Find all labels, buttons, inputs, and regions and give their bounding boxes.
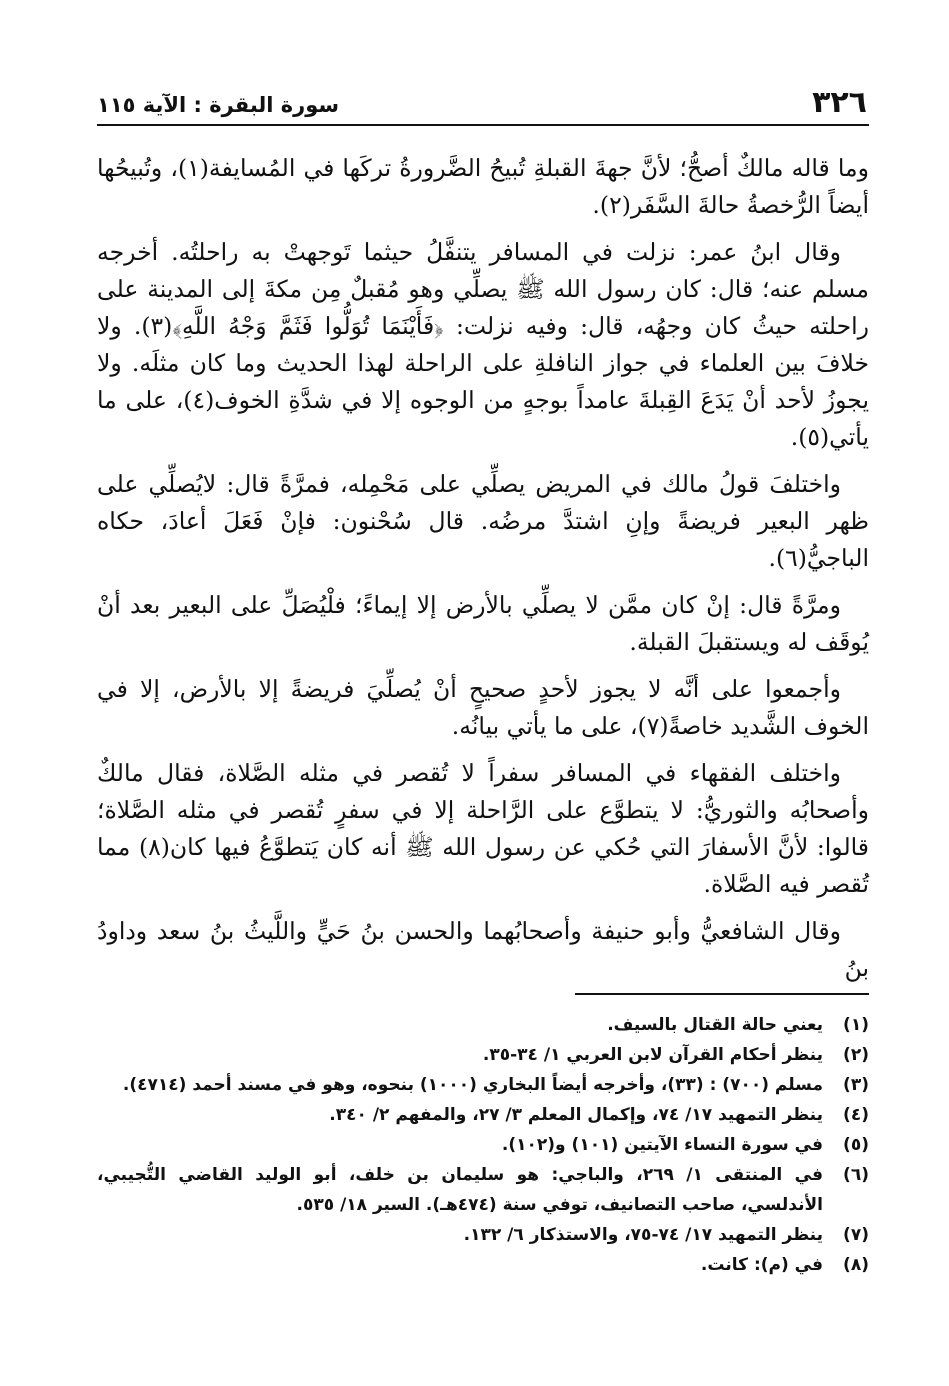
footnote-number: (٤) [843,1105,869,1125]
paragraph: واختلفَ قولُ مالك في المريض يصلِّي على مَحْمِله، فمرَّةً قال: لايُصلِّي على ظهر البعير فريضةً وإنِ اشتدَّ مرضُه. قال سُحْنون: فإنْ فَعَلَ أعادَ، حكاه الباجيُّ(٦). [97,470,869,572]
paragraph: وما قاله مالكٌ أصحُّ؛ لأنَّ جهةَ القبلةِ تُبيحُ الضَّرورةُ تركَها في المُسايفة(١)، وتُبيحُها أيضاً الرُّخصةُ حالةَ السَّفَر(٢). [97,154,869,219]
footnote-number: (٣) [843,1075,869,1095]
page-number: ٣٢٦ [812,85,867,120]
footnote-text: في المنتقى ١/ ٢٦٩، والباجي: هو سليمان بن خلف، أبو الوليد القاضي التُّجيبي، الأندلسي، صاحب التصانيف، توفي سنة (٤٧٤هـ). السير ١٨/ ٥٣٥. [97,1165,823,1215]
body-text [97,150,869,997]
footnote-text: يعني حالة القتال بالسيف. [607,1015,823,1035]
footnote-text: في سورة النساء الآيتين (١٠١) و(١٠٢). [501,1135,823,1155]
footnotes [97,1010,869,1280]
footnote [97,1160,869,1220]
footnote-number: (١) [843,1015,869,1035]
paragraph: واختلف الفقهاء في المسافر سفراً لا تُقصر في مثله الصَّلاة، فقال مالكٌ وأصحابُه والثوريُّ: لا يتطوَّع على الرَّاحلة إلا في سفرٍ تُقصر في مثله الصَّلاة؛ قالوا: لأنَّ الأسفارَ التي حُكي عن رسول الله ﷺ أنه كان يَتطوَّعُ فيها كان(٨) مما تُقصر فيه الصَّلاة. [97,759,869,898]
footnote-number: (٧) [843,1225,869,1245]
footnote-text: ينظر أحكام القرآن لابن العربي ١/ ٣٤-٣٥. [482,1045,823,1065]
footnote [97,1010,869,1040]
footnote-text: ينظر التمهيد ١٧/ ٧٤، وإكمال المعلم ٣/ ٢٧، والمفهم ٢/ ٣٤٠. [329,1105,823,1125]
header-rule [97,124,869,126]
footnote [97,1130,869,1160]
footnote-number: (٦) [843,1165,869,1185]
paragraph: وقال ابنُ عمر: نزلت في المسافر يتنفَّلُ حيثما تَوجهتْ به راحلتُه. أخرجه مسلم عنه؛ قال: كان رسول الله ﷺ يصلِّي وهو مُقبلٌ مِن مكةَ إلى المدينة على راحلته حيثُ كان وجهُه، قال: وفيه نزلت: ﴿فَأَيْنَمَا تُوَلُّوا فَثَمَّ وَجْهُ اللَّهِ﴾(٣). ولا خلافَ بين العلماء في جواز النافلةِ على الراحلة لهذا الحديث وما كان مثلَه. ولا يجوزُ لأحد أنْ يَدَعَ القِبلةَ عامداً بوجهٍ من الوجوه إلا في شدَّةِ الخوف(٤)، على ما يأتي(٥). [97,238,869,451]
footnote [97,1040,869,1070]
paragraph: ومرَّةً قال: إنْ كان ممَّن لا يصلِّي بالأرض إلا إيماءً؛ فلْيُصَلِّ على البعير بعد أنْ يُوقَف له ويستقبلَ القبلة. [97,591,869,656]
footnote-text: مسلم (٧٠٠) : (٣٣)، وأخرجه أيضاً البخاري (١٠٠٠) بنحوه، وهو في مسند أحمد (٤٧١٤). [122,1075,823,1095]
footnote [97,1250,869,1280]
footnote-rule [575,993,869,995]
footnote [97,1070,869,1100]
page-header [97,82,867,122]
footnote [97,1220,869,1250]
footnote-number: (٨) [843,1255,869,1275]
running-title: سورة البقرة : الآية ١١٥ [97,93,340,117]
footnote-text: في (م): كانت. [700,1255,823,1275]
paragraph: وقال الشافعيُّ وأبو حنيفة وأصحابُهما والحسن بنُ حَيٍّ واللَّيثُ بنُ سعد وداودُ بنُ [97,917,869,982]
footnote [97,1100,869,1130]
footnote-number: (٢) [843,1045,869,1065]
footnote-number: (٥) [843,1135,869,1155]
footnote-text: ينظر التمهيد ١٧/ ٧٤-٧٥، والاستذكار ٦/ ١٣٢. [463,1225,823,1245]
paragraph: وأجمعوا على أنَّه لا يجوز لأحدٍ صحيحٍ أنْ يُصلِّيَ فريضةً إلا بالأرض، إلا في الخوف الشَّديد خاصةً(٧)، على ما يأتي بيانُه. [97,675,869,740]
